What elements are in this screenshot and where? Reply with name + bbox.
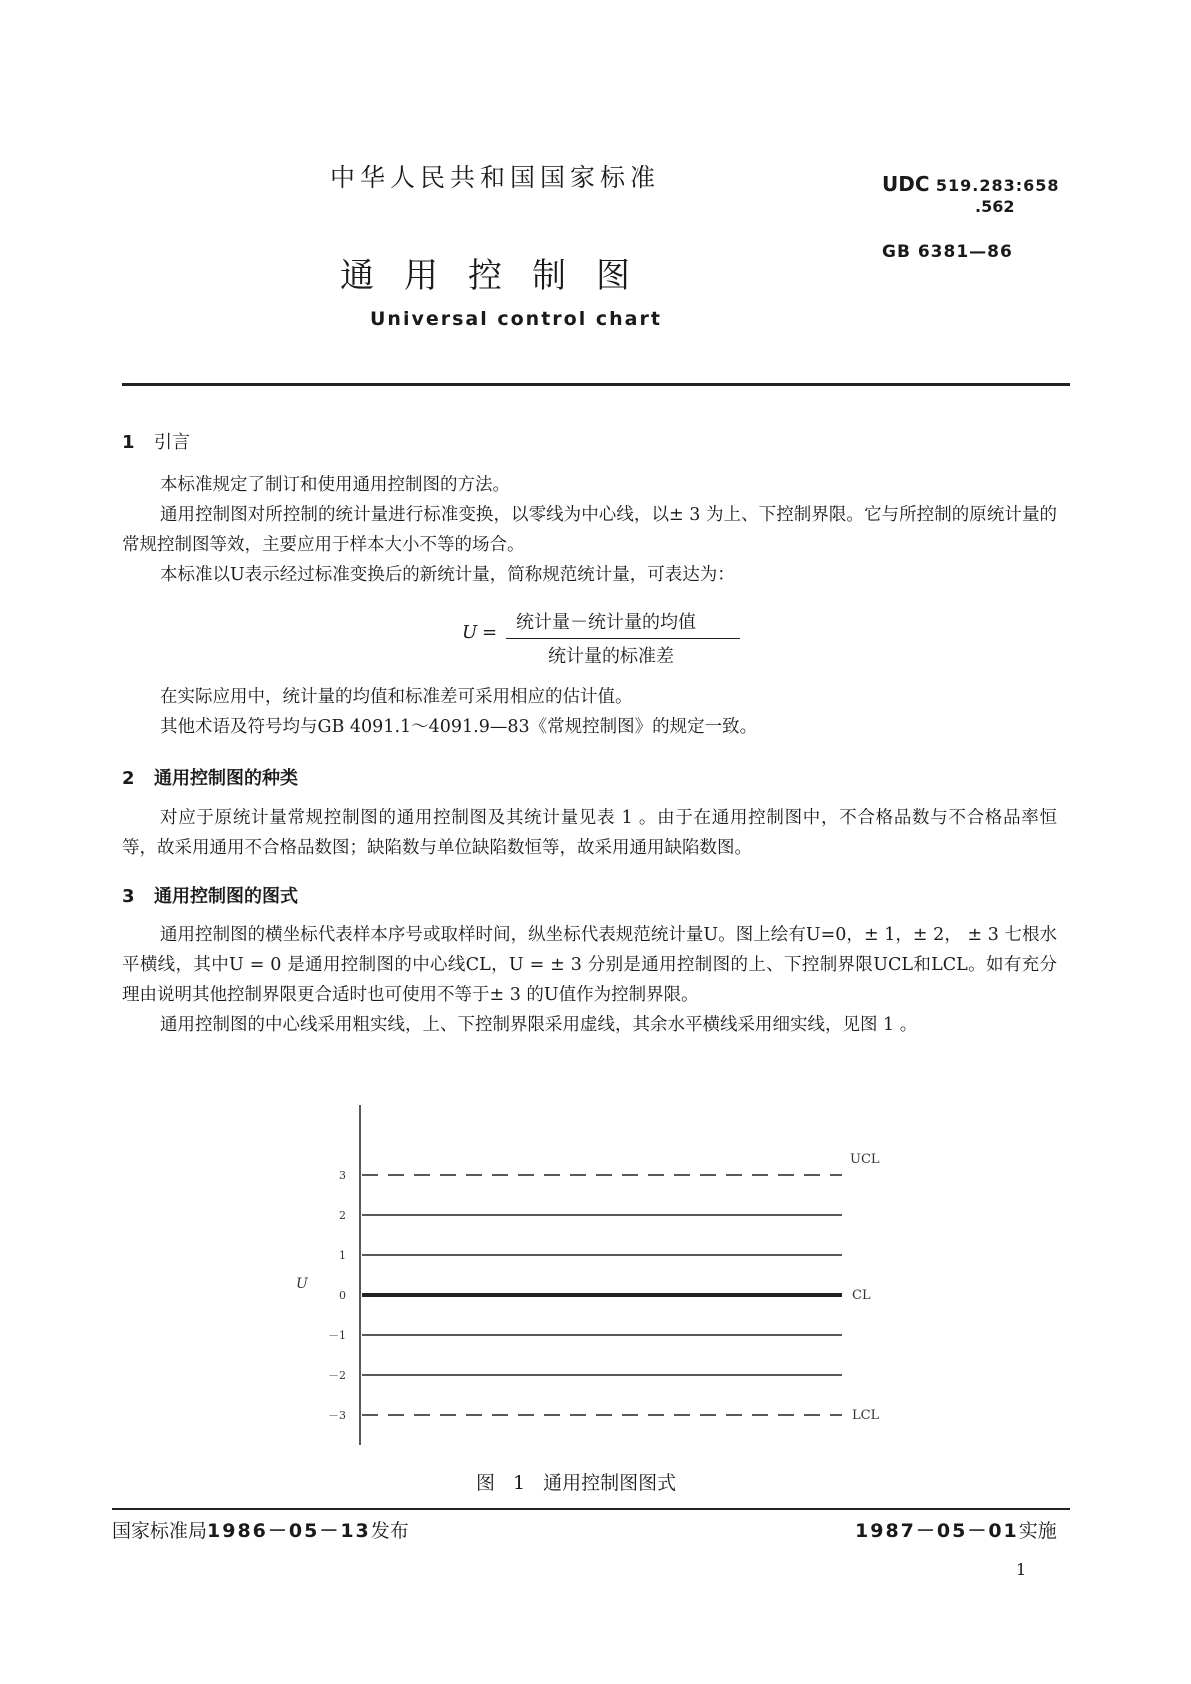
tick-label: 0 xyxy=(339,1289,346,1302)
figure-caption: 图 1 通用控制图图式 xyxy=(476,1472,677,1494)
issue-info xyxy=(112,1516,409,1543)
section-title: 通用控制图的种类 xyxy=(154,768,298,789)
udc-code: 519.283:658 xyxy=(935,176,1060,195)
paragraph: 通用控制图对所控制的统计量进行标准变换，以零线为中心线，以± 3 为上、下控制界限。它与所控制的原统计量的常规控制图等效，主要应用于样本大小不等的场合。 xyxy=(122,505,1057,555)
issue-date: 1986－05－13 xyxy=(207,1520,371,1542)
section-1-body xyxy=(122,470,1057,590)
line-label-cl: CL xyxy=(852,1288,871,1303)
document-title-english: Universal control chart xyxy=(370,308,662,330)
paragraph: 对应于原统计量常规控制图的通用控制图及其统计量见表 1 。由于在通用控制图中，不合格品数与不合格品率恒等，故采用通用不合格品数图；缺陷数与单位缺陷数恒等，故采用通用缺陷数图。 xyxy=(122,808,1057,858)
effective-word: 实施 xyxy=(1018,1520,1057,1542)
section-1-heading xyxy=(122,428,190,454)
tick-label: 3 xyxy=(339,1169,346,1182)
document-title: 通用控制图 xyxy=(340,256,660,296)
section-number: 2 xyxy=(122,768,135,789)
control-chart-figure xyxy=(280,1105,880,1450)
formula-denominator: 统计量的标准差 xyxy=(548,646,674,667)
tick-label: －2 xyxy=(328,1369,346,1382)
section-2-body xyxy=(122,803,1057,863)
udc-classification xyxy=(882,172,1060,196)
line-label-lcl: LCL xyxy=(852,1408,880,1423)
issue-word: 发布 xyxy=(370,1520,409,1542)
page-number: 1 xyxy=(1016,1560,1027,1579)
udc-code-continued: .562 xyxy=(975,197,1015,216)
paragraph: 本标准规定了制订和使用通用控制图的方法。 xyxy=(160,475,510,495)
paragraph: 通用控制图的横坐标代表样本序号或取样时间，纵坐标代表规范统计量U。图上绘有U=0，± 1，± 2， ± 3 七根水平横线，其中U = 0 是通用控制图的中心线CL，U = ± 3 分别是通用控制图的上、下控制界限UCL和LCL。如有充分理由说明其他控制界限更合适时也可使用不等于± 3 的U值作为控制界限。 xyxy=(122,925,1057,1005)
paragraph: 其他术语及符号均与GB 4091.1～4091.9—83《常规控制图》的规定一致。 xyxy=(160,717,758,737)
footer-divider xyxy=(112,1508,1070,1510)
tick-label: 2 xyxy=(339,1209,346,1222)
effective-info xyxy=(855,1516,1057,1543)
section-number: 1 xyxy=(122,432,135,453)
y-axis-label: U xyxy=(296,1276,308,1292)
paragraph: 本标准以U表示经过标准变换后的新统计量，简称规范统计量，可表达为： xyxy=(160,565,735,585)
paragraph: 在实际应用中，统计量的均值和标准差可采用相应的估计值。 xyxy=(160,687,633,707)
section-2-heading xyxy=(122,764,298,790)
formula-equals: = xyxy=(482,622,498,643)
standard-name: 中华人民共和国国家标准 xyxy=(330,163,661,192)
section-3-body xyxy=(122,920,1057,1040)
header-divider xyxy=(122,383,1070,386)
tick-label: －3 xyxy=(328,1409,346,1422)
paragraph: 通用控制图的中心线采用粗实线，上、下控制界限采用虚线，其余水平横线采用细实线，见图 1 。 xyxy=(160,1015,918,1035)
section-number: 3 xyxy=(122,886,135,907)
issuer: 国家标准局 xyxy=(112,1520,208,1542)
formula-numerator: 统计量－统计量的均值 xyxy=(516,612,696,633)
section-1-body-cont xyxy=(122,682,1057,742)
tick-label: 1 xyxy=(339,1249,346,1262)
line-label-ucl: UCL xyxy=(850,1152,880,1167)
fraction-bar xyxy=(506,638,740,639)
section-3-heading xyxy=(122,882,298,908)
gb-code: GB 6381—86 xyxy=(882,242,1013,262)
udc-label: UDC xyxy=(882,172,930,196)
tick-label: －1 xyxy=(328,1329,346,1342)
section-title: 通用控制图的图式 xyxy=(154,886,298,907)
formula-lhs: U xyxy=(462,622,478,643)
section-title: 引言 xyxy=(154,432,190,453)
effective-date: 1987－05－01 xyxy=(855,1520,1019,1542)
